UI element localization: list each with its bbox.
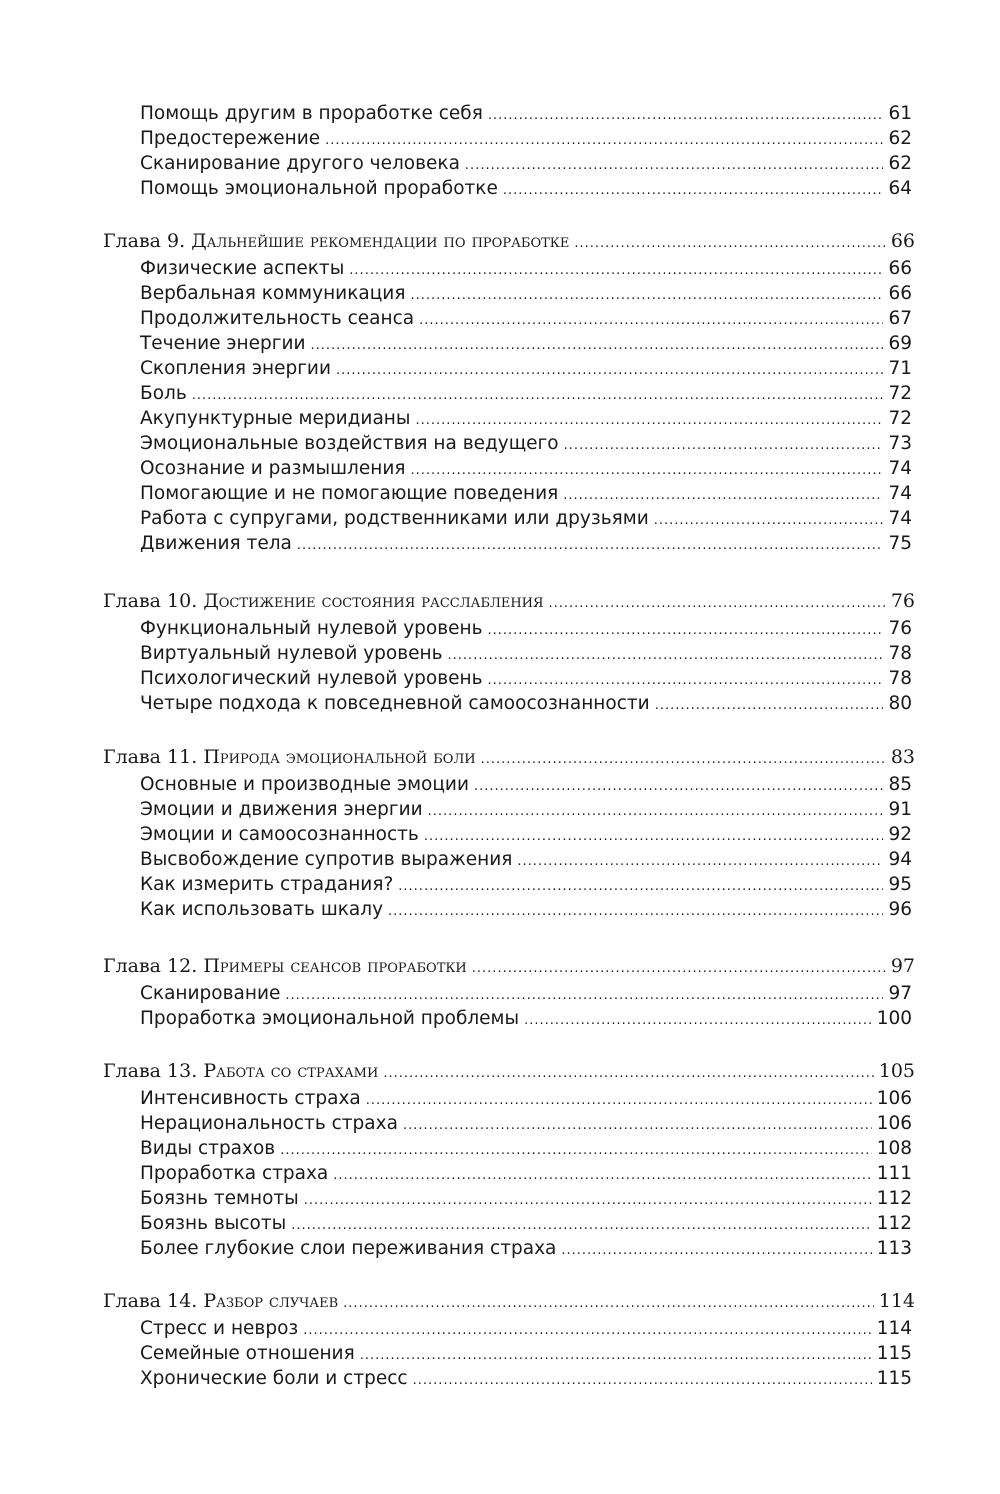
dot-leader bbox=[424, 829, 884, 844]
page-number: 111 bbox=[876, 1163, 912, 1184]
toc-chapter-entry bbox=[103, 590, 915, 620]
page-number: 106 bbox=[876, 1113, 912, 1134]
toc-section-entry bbox=[140, 1138, 912, 1164]
dot-leader bbox=[280, 1143, 871, 1158]
section-title: Сканирование bbox=[140, 983, 281, 1004]
dot-leader bbox=[419, 313, 883, 328]
dot-leader bbox=[349, 263, 883, 278]
toc-section-entry bbox=[140, 1113, 912, 1139]
toc-section-entry bbox=[140, 824, 912, 850]
toc-section-entry bbox=[140, 458, 912, 484]
page-number: 74 bbox=[888, 458, 912, 479]
dot-leader bbox=[474, 779, 883, 794]
dot-leader bbox=[415, 413, 883, 428]
dot-leader bbox=[448, 648, 884, 663]
page-number: 97 bbox=[888, 983, 912, 1004]
chapter-title bbox=[103, 1060, 378, 1082]
section-title: Движения тела bbox=[140, 533, 292, 554]
dot-leader bbox=[574, 236, 885, 251]
toc-section-entry bbox=[140, 1318, 912, 1344]
toc-section-entry bbox=[140, 483, 912, 509]
page-number: 115 bbox=[876, 1343, 912, 1364]
chapter-title bbox=[103, 1290, 338, 1312]
section-title: Интенсивность страха bbox=[140, 1088, 361, 1109]
section-title: Скопления энергии bbox=[140, 358, 331, 379]
section-title: Семейные отношения bbox=[140, 1343, 355, 1364]
page-number: 72 bbox=[888, 383, 912, 404]
page-number: 76 bbox=[890, 590, 915, 612]
section-title: Как использовать шкалу bbox=[140, 899, 384, 920]
toc-section-entry bbox=[140, 1088, 912, 1114]
page-number: 64 bbox=[888, 178, 912, 199]
page-number: 92 bbox=[888, 824, 912, 845]
page-number: 113 bbox=[876, 1238, 912, 1259]
chapter-name: Разбор случаев bbox=[203, 1290, 339, 1312]
section-title: Боязнь высоты bbox=[140, 1213, 287, 1234]
dot-leader bbox=[654, 513, 884, 528]
dot-leader bbox=[472, 961, 886, 976]
section-title: Виртуальный нулевой уровень bbox=[140, 643, 443, 664]
dot-leader bbox=[325, 133, 883, 148]
page-number: 75 bbox=[888, 533, 912, 554]
chapter-number: Глава 11. bbox=[103, 746, 204, 768]
section-title: Физические аспекты bbox=[140, 258, 345, 279]
dot-leader bbox=[488, 108, 884, 123]
toc-section-entry bbox=[140, 693, 912, 719]
dot-leader bbox=[333, 1168, 871, 1183]
page-number: 85 bbox=[888, 774, 912, 795]
dot-leader bbox=[291, 1218, 871, 1233]
section-title: Предостережение bbox=[140, 128, 321, 149]
page-number: 97 bbox=[890, 955, 915, 977]
toc-section-entry bbox=[140, 1163, 912, 1189]
page-number: 100 bbox=[876, 1008, 912, 1029]
section-title: Помогающие и не помогающие поведения bbox=[140, 483, 559, 504]
dot-leader bbox=[481, 752, 886, 767]
section-title: Проработка страха bbox=[140, 1163, 329, 1184]
page-number: 108 bbox=[876, 1138, 912, 1159]
toc-section-entry bbox=[140, 383, 912, 409]
page-number: 95 bbox=[888, 874, 912, 895]
chapter-number: Глава 9. bbox=[103, 230, 192, 252]
dot-leader bbox=[413, 1373, 872, 1388]
page-number: 71 bbox=[888, 358, 912, 379]
section-title: Проработка эмоциональной проблемы bbox=[140, 1008, 520, 1029]
dot-leader bbox=[398, 879, 883, 894]
toc-section-entry bbox=[140, 849, 912, 875]
page-number: 73 bbox=[888, 433, 912, 454]
toc-section-entry bbox=[140, 308, 912, 334]
page-number: 78 bbox=[888, 668, 912, 689]
dot-leader bbox=[366, 1093, 872, 1108]
chapter-title bbox=[103, 590, 544, 612]
page-number: 106 bbox=[876, 1088, 912, 1109]
chapter-title bbox=[103, 955, 467, 977]
page-number: 61 bbox=[888, 103, 912, 124]
page-number: 76 bbox=[888, 618, 912, 639]
page-number: 112 bbox=[876, 1213, 912, 1234]
section-title: Высвобождение супротив выражения bbox=[140, 849, 513, 870]
section-title: Нерациональность страха bbox=[140, 1113, 398, 1134]
page-number: 74 bbox=[888, 508, 912, 529]
page-number: 83 bbox=[890, 746, 915, 768]
toc-section-entry bbox=[140, 1213, 912, 1239]
section-title: Четыре подхода к повседневной самоосознанности bbox=[140, 693, 650, 714]
page-number: 115 bbox=[876, 1368, 912, 1389]
toc-chapter-entry bbox=[103, 955, 915, 985]
page-number: 74 bbox=[888, 483, 912, 504]
toc-section-entry bbox=[140, 874, 912, 900]
toc-section-entry bbox=[140, 433, 912, 459]
section-title: Работа с супругами, родственниками или друзьями bbox=[140, 508, 649, 529]
toc-section-entry bbox=[140, 899, 912, 925]
chapter-name: Дальнейшие рекомендации по проработке bbox=[191, 230, 570, 252]
page-number: 78 bbox=[888, 643, 912, 664]
toc-chapter-entry bbox=[103, 1290, 915, 1320]
toc-chapter-entry bbox=[103, 746, 915, 776]
chapter-number: Глава 14. bbox=[103, 1290, 204, 1312]
dot-leader bbox=[503, 183, 884, 198]
toc-section-entry bbox=[140, 1343, 912, 1369]
section-title: Эмоции и движения энергии bbox=[140, 799, 423, 820]
page-number: 94 bbox=[888, 849, 912, 870]
page-number: 66 bbox=[888, 258, 912, 279]
section-title: Акупунктурные меридианы bbox=[140, 408, 411, 429]
section-title: Помощь эмоциональной проработке bbox=[140, 178, 498, 199]
chapter-number: Глава 13. bbox=[103, 1060, 204, 1082]
chapter-name: Природа эмоциональной боли bbox=[203, 746, 476, 768]
toc-section-entry bbox=[140, 333, 912, 359]
dot-leader bbox=[343, 1296, 874, 1311]
dot-leader bbox=[517, 854, 883, 869]
toc-section-entry bbox=[140, 1008, 912, 1034]
section-title: Психологический нулевой уровень bbox=[140, 668, 483, 689]
dot-leader bbox=[563, 488, 883, 503]
dot-leader bbox=[410, 463, 883, 478]
dot-leader bbox=[360, 1348, 872, 1363]
toc-section-entry bbox=[140, 1368, 912, 1394]
page-number: 67 bbox=[888, 308, 912, 329]
toc-section-entry bbox=[140, 128, 912, 154]
page-number: 66 bbox=[888, 283, 912, 304]
page-number: 96 bbox=[888, 899, 912, 920]
chapter-title bbox=[103, 746, 476, 768]
dot-leader bbox=[488, 623, 884, 638]
toc-section-entry bbox=[140, 408, 912, 434]
toc-section-entry bbox=[140, 774, 912, 800]
dot-leader bbox=[304, 1193, 872, 1208]
section-title: Течение энергии bbox=[140, 333, 306, 354]
toc-section-entry bbox=[140, 618, 912, 644]
chapter-title bbox=[103, 230, 569, 252]
toc-section-entry bbox=[140, 799, 912, 825]
toc-section-entry bbox=[140, 258, 912, 284]
page-number: 72 bbox=[888, 408, 912, 429]
toc-chapter-entry bbox=[103, 230, 915, 260]
page-number: 105 bbox=[878, 1060, 915, 1082]
page-number: 114 bbox=[878, 1290, 915, 1312]
dot-leader bbox=[428, 804, 884, 819]
dot-leader bbox=[192, 388, 884, 403]
section-title: Вербальная коммуникация bbox=[140, 283, 406, 304]
page-number: 66 bbox=[890, 230, 915, 252]
chapter-name: Достижение состояния расслабления bbox=[203, 590, 544, 612]
dot-leader bbox=[285, 988, 883, 1003]
dot-leader bbox=[297, 538, 884, 553]
toc-section-entry bbox=[140, 533, 912, 559]
toc-section-entry bbox=[140, 178, 912, 204]
section-title: Помощь другим в проработке себя bbox=[140, 103, 483, 124]
section-title: Боязнь темноты bbox=[140, 1188, 299, 1209]
page-number: 69 bbox=[888, 333, 912, 354]
section-title: Продолжительность сеанса bbox=[140, 308, 415, 329]
section-title: Функциональный нулевой уровень bbox=[140, 618, 483, 639]
section-title: Хронические боли и стресс bbox=[140, 1368, 408, 1389]
dot-leader bbox=[465, 158, 884, 173]
section-title: Виды страхов bbox=[140, 1138, 276, 1159]
section-title: Основные и производные эмоции bbox=[140, 774, 469, 795]
section-title: Эмоциональные воздействия на ведущего bbox=[140, 433, 559, 454]
dot-leader bbox=[388, 904, 883, 919]
dot-leader bbox=[549, 596, 886, 611]
page-number: 91 bbox=[888, 799, 912, 820]
dot-leader bbox=[403, 1118, 872, 1133]
dot-leader bbox=[655, 698, 884, 713]
chapter-number: Глава 10. bbox=[103, 590, 204, 612]
section-title: Сканирование другого человека bbox=[140, 153, 460, 174]
page-number: 114 bbox=[876, 1318, 912, 1339]
dot-leader bbox=[410, 288, 883, 303]
chapter-name: Примеры сеансов проработки bbox=[203, 955, 467, 977]
dot-leader bbox=[488, 673, 884, 688]
toc-section-entry bbox=[140, 153, 912, 179]
toc-section-entry bbox=[140, 1238, 912, 1264]
page-number: 80 bbox=[888, 693, 912, 714]
dot-leader bbox=[561, 1243, 871, 1258]
toc-chapter-entry bbox=[103, 1060, 915, 1090]
toc-section-entry bbox=[140, 668, 912, 694]
toc-section-entry bbox=[140, 643, 912, 669]
toc-section-entry bbox=[140, 1188, 912, 1214]
section-title: Боль bbox=[140, 383, 187, 404]
page-number: 62 bbox=[888, 153, 912, 174]
dot-leader bbox=[336, 363, 883, 378]
dot-leader bbox=[311, 338, 884, 353]
page-number: 62 bbox=[888, 128, 912, 149]
section-title: Более глубокие слои переживания страха bbox=[140, 1238, 557, 1259]
page-number: 112 bbox=[876, 1188, 912, 1209]
dot-leader bbox=[524, 1013, 872, 1028]
toc-section-entry bbox=[140, 508, 912, 534]
chapter-name: Работа со страхами bbox=[203, 1060, 379, 1082]
section-title: Эмоции и самоосознанность bbox=[140, 824, 419, 845]
chapter-number: Глава 12. bbox=[103, 955, 204, 977]
toc-section-entry bbox=[140, 103, 912, 129]
section-title: Осознание и размышления bbox=[140, 458, 406, 479]
dot-leader bbox=[383, 1066, 873, 1081]
section-title: Как измерить страдания? bbox=[140, 874, 394, 895]
dot-leader bbox=[303, 1323, 871, 1338]
dot-leader bbox=[564, 438, 884, 453]
toc-section-entry bbox=[140, 358, 912, 384]
section-title: Стресс и невроз bbox=[140, 1318, 299, 1339]
toc-section-entry bbox=[140, 983, 912, 1009]
toc-section-entry bbox=[140, 283, 912, 309]
